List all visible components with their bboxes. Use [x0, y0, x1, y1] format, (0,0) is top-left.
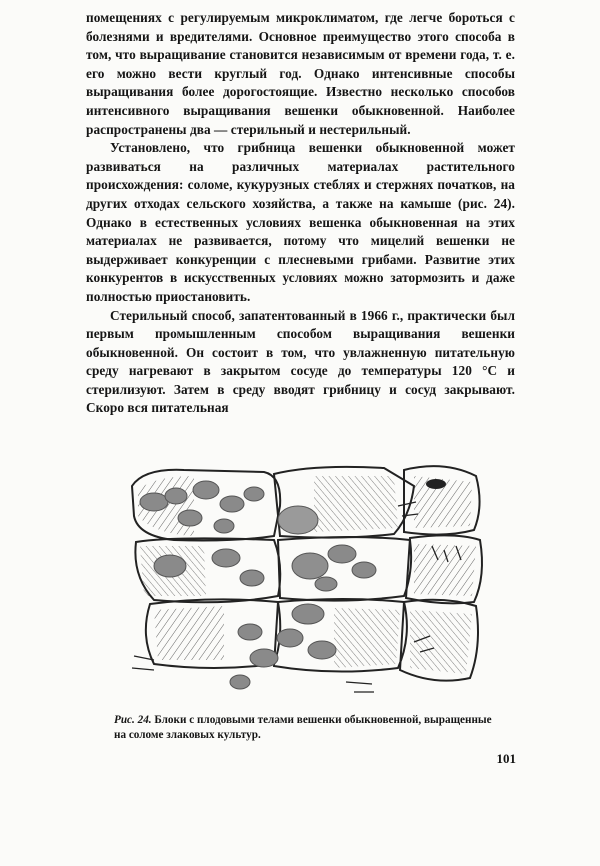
paragraph-1: помещениях с регулируемым микроклиматом, где легче бороться с болезнями и вредителями. Основное преимущество этого способа в том, что выращивание становится независимым от времени года, т. е. его можно вести круглый год. Однако интенсивные способы выращивания более дорогостоящие. Известно несколько способов интенсивного выращивания вешенки обыкновенной. Наиболее распространены два — стерильный и нестерильный.: [86, 10, 515, 137]
paragraph-3: Стерильный способ, запатентованный в 1966 г., практически был первым промышленным способом выращивания вешенки обыкновенной. Он состоит в том, что увлажненную питательную среду нагревают в закрытом сосуде до температуры 120 °С и стерилизуют. Затем в среду вводят грибницу и сосуд закрывают. Скоро вся питательная: [86, 307, 515, 416]
page-number: 101: [496, 751, 516, 766]
body-text: [86, 9, 515, 418]
figure-caption: [114, 713, 496, 742]
caption-label: Рис. 24.: [114, 714, 152, 726]
paragraph-2: Установлено, что грибница вешенки обыкновенной может развиваться на различных материалах растительного происхождения: соломе, кукурузных стеблях и стержнях початков, на других отходах сельского хозяйства, а также на камыше (рис. 24). Однако в естественных условиях вешенка обыкновенная на этих материалах не развивается, потому что мицелий вешенки не выдерживает конкуренции с плесневыми грибами. Развитие этих конкурентов в искусственных условиях можно затормозить и даже полностью приостановить.: [86, 140, 515, 304]
caption-text: Блоки с плодовыми телами вешенки обыкновенной, выращенные на соломе злаковых культур.: [114, 714, 492, 741]
figure-24-illustration: [114, 446, 496, 708]
straw-blocks-drawing: [114, 446, 496, 708]
